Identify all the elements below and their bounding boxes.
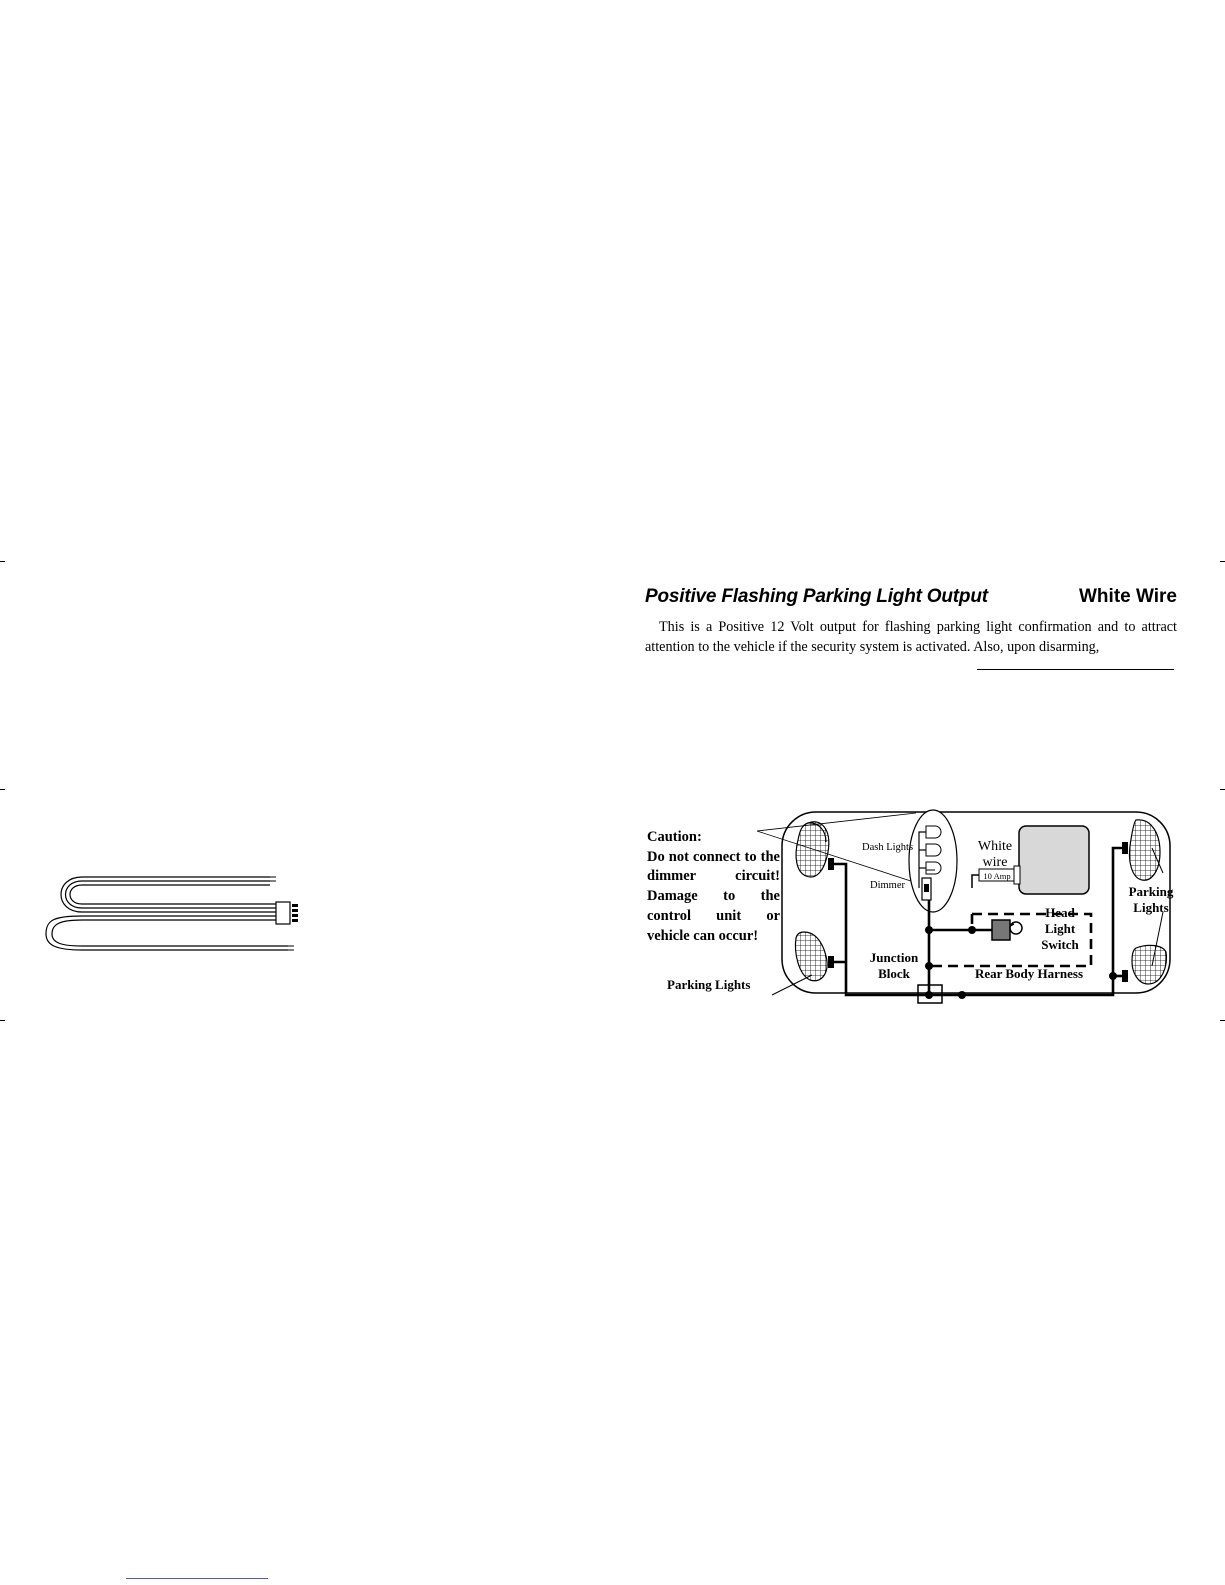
junction-block-label: Block <box>878 966 910 981</box>
fuse-label: 10 Amp <box>983 871 1011 881</box>
crop-mark <box>0 789 5 790</box>
head-light-switch-label: Light <box>1044 921 1076 936</box>
section-title: Positive Flashing Parking Light Output <box>645 586 988 607</box>
crop-mark <box>1220 789 1225 790</box>
section-heading <box>645 586 1177 612</box>
wiring-diagram <box>640 805 1180 1005</box>
paragraph-line: attention to the vehicle if the security system is activated. Also, upon disarming, <box>645 639 1100 655</box>
parking-light-icon <box>796 932 828 981</box>
crop-mark <box>0 1020 5 1021</box>
crop-mark <box>0 561 5 562</box>
parking-light-icon <box>1132 945 1166 984</box>
caution-text: Do not connect to the dimmer circuit! Damage to the control unit or vehicle can occur! <box>647 848 780 944</box>
white-wire-label: White <box>977 839 1013 854</box>
dash-cluster-callout <box>909 810 957 912</box>
connector-plug <box>276 902 290 924</box>
control-unit-box <box>1019 826 1089 894</box>
junction-block-label: Junction <box>869 950 919 965</box>
head-light-switch-label: Switch <box>1041 937 1079 952</box>
bottom-link-underline <box>126 1578 268 1579</box>
rear-body-harness-label: Rear Body Harness <box>974 966 1084 981</box>
crop-mark <box>1220 561 1225 562</box>
head-light-switch-icon <box>992 920 1010 940</box>
wire-harness-illustration <box>40 868 320 968</box>
parking-light-icon <box>796 822 829 877</box>
crop-mark <box>1220 1020 1225 1021</box>
section-paragraph <box>645 617 1177 657</box>
parking-lights-label: Parking <box>1128 884 1174 899</box>
paragraph-line: This is a Positive 12 Volt output for flashing parking light confirmation and to attract <box>659 619 1177 635</box>
white-wire-label: wire <box>982 855 1008 870</box>
parking-lights-label: Lights <box>1133 900 1169 915</box>
caution-heading: Caution: <box>647 829 702 845</box>
dimmer-label: Dimmer <box>870 880 905 891</box>
parking-light-icon <box>1130 820 1161 880</box>
parking-lights-label: Parking Lights <box>667 977 751 992</box>
blank-underline <box>977 669 1174 670</box>
dash-lights-label: Dash Lights <box>862 842 914 853</box>
head-light-switch-label: Head <box>1045 905 1075 920</box>
wire-color-label: White Wire <box>1079 586 1177 607</box>
